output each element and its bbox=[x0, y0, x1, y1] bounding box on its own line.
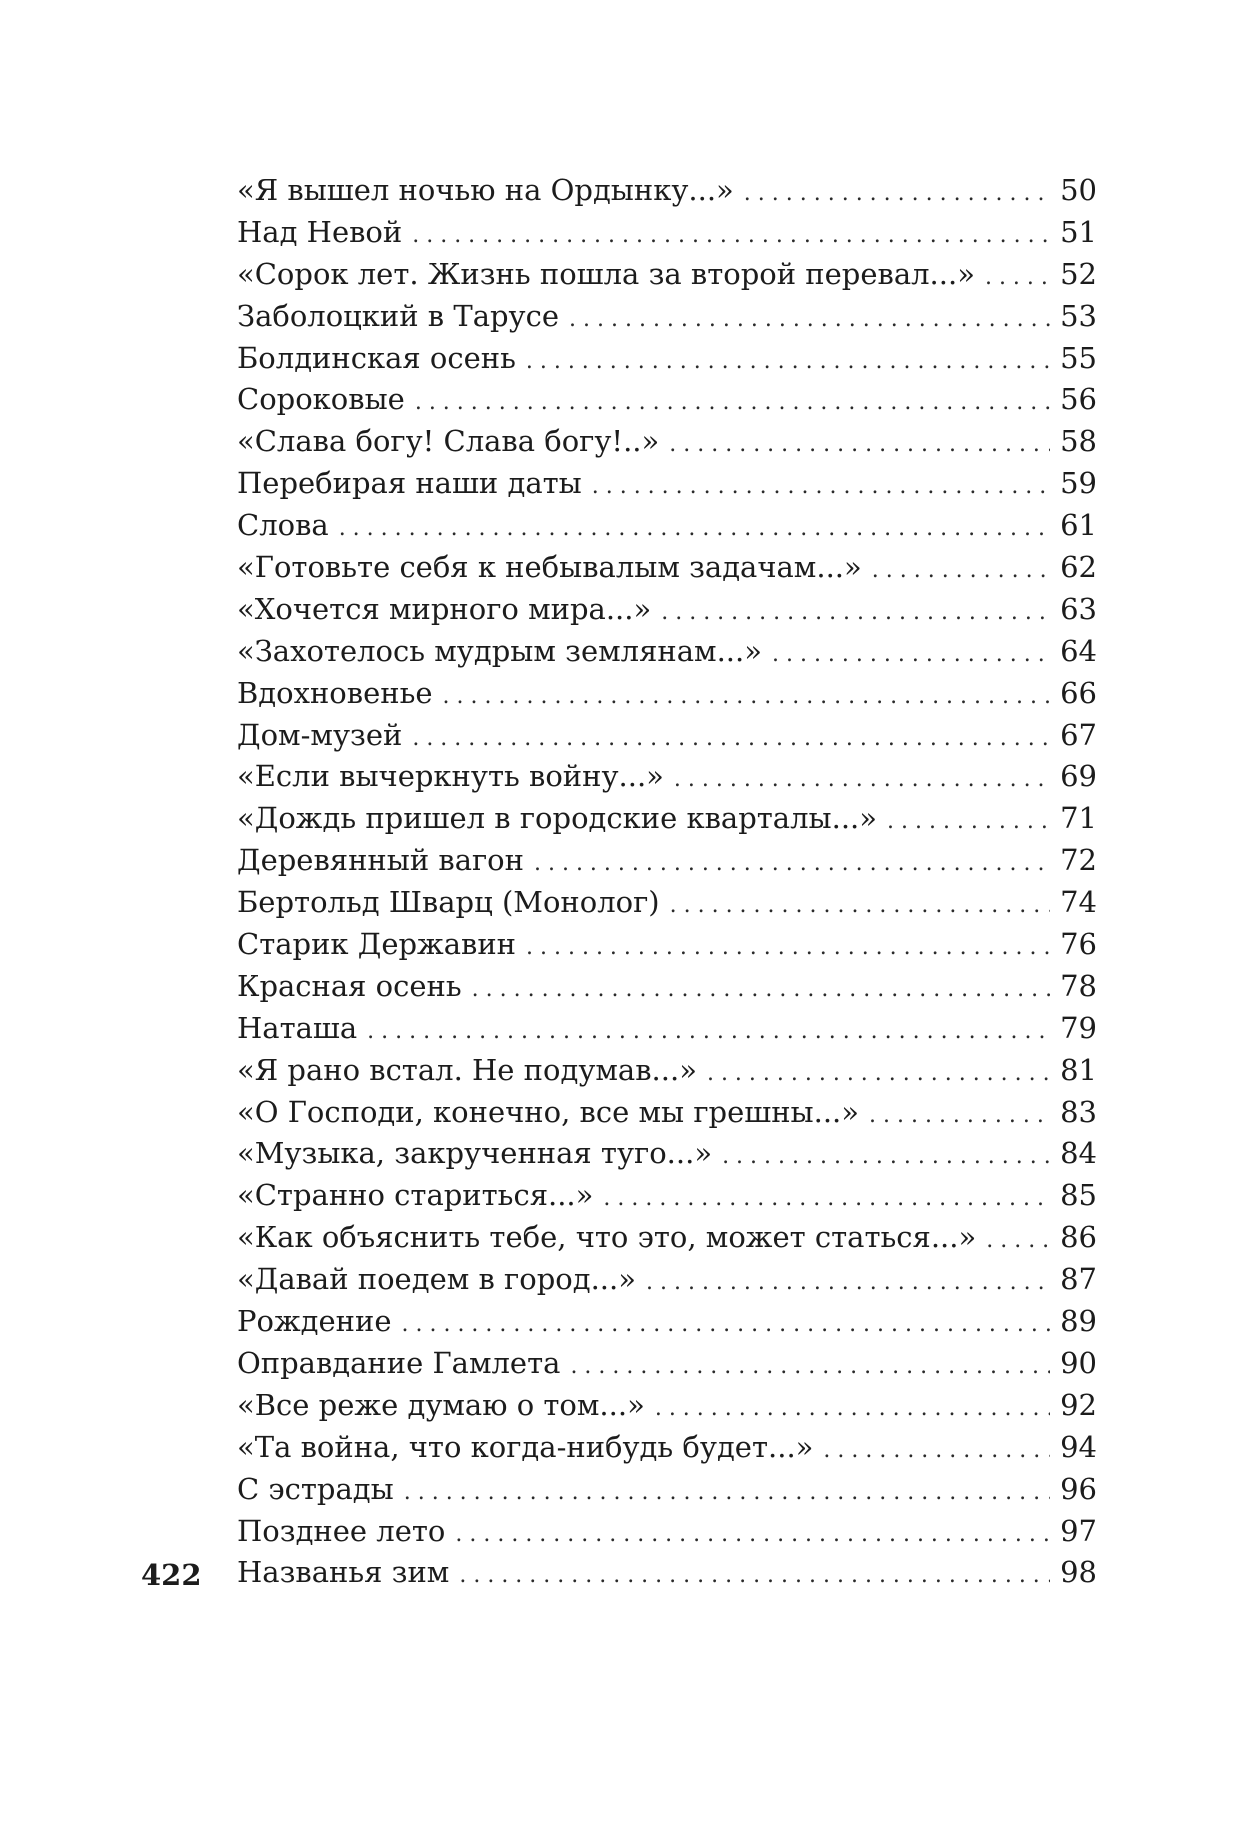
toc-entry-page: 94 bbox=[1060, 1429, 1097, 1464]
toc-entry-title: Над Невой bbox=[237, 214, 403, 249]
toc-entry-page: 66 bbox=[1060, 675, 1097, 710]
toc-entry-page: 85 bbox=[1060, 1178, 1097, 1213]
toc-entry-page: 87 bbox=[1060, 1262, 1097, 1297]
dot-leader bbox=[443, 676, 1051, 718]
page-number: 422 bbox=[141, 1558, 202, 1592]
dot-leader bbox=[669, 424, 1050, 466]
toc-entry-page: 56 bbox=[1060, 382, 1097, 417]
toc-entry bbox=[237, 170, 1097, 212]
toc-entry bbox=[237, 966, 1097, 1008]
toc-entry-title: Позднее лето bbox=[237, 1513, 446, 1548]
toc-entry-page: 72 bbox=[1060, 843, 1097, 878]
toc-entry-page: 92 bbox=[1060, 1387, 1097, 1422]
toc-entry-title: Рождение bbox=[237, 1304, 392, 1339]
dot-leader bbox=[526, 341, 1050, 383]
toc-entry bbox=[237, 505, 1097, 547]
dot-leader bbox=[569, 299, 1050, 341]
toc-entry-page: 63 bbox=[1060, 591, 1097, 626]
toc-entry-page: 86 bbox=[1060, 1220, 1097, 1255]
toc-entry-page: 81 bbox=[1060, 1052, 1097, 1087]
toc-entry-title: «Готовьте себя к небывалым задачам...» bbox=[237, 550, 862, 585]
toc-entry-page: 98 bbox=[1060, 1555, 1097, 1590]
toc-entry bbox=[237, 882, 1097, 924]
toc-entry-title: «Та война, что когда-нибудь будет...» bbox=[237, 1429, 814, 1464]
toc-entry-title: «Дождь пришел в городские кварталы...» bbox=[237, 801, 877, 836]
toc-entry-page: 52 bbox=[1060, 256, 1097, 291]
toc-entry-page: 89 bbox=[1060, 1304, 1097, 1339]
toc-entry-page: 50 bbox=[1060, 173, 1097, 207]
toc-entry-title: «Я вышел ночью на Ордынку...» bbox=[237, 173, 734, 207]
dot-leader bbox=[402, 1304, 1051, 1346]
toc-entry-page: 97 bbox=[1060, 1513, 1097, 1548]
toc-entry bbox=[237, 715, 1097, 757]
dot-leader bbox=[670, 885, 1050, 927]
dot-leader bbox=[985, 257, 1050, 299]
toc-entry-title: Слова bbox=[237, 508, 329, 543]
dot-leader bbox=[603, 1178, 1050, 1220]
toc-entry bbox=[237, 463, 1097, 505]
toc-entry-title: Наташа bbox=[237, 1010, 358, 1045]
toc-entry bbox=[237, 1175, 1097, 1217]
toc-entry-title: Названья зим bbox=[237, 1555, 450, 1590]
toc-entry bbox=[237, 1092, 1097, 1134]
toc-entry bbox=[237, 296, 1097, 338]
dot-leader bbox=[367, 1011, 1050, 1053]
toc-entry-title: «Как объяснить тебе, что это, может статься...» bbox=[237, 1220, 977, 1255]
dot-leader bbox=[869, 1095, 1050, 1137]
toc-entry bbox=[237, 1050, 1097, 1092]
dot-leader bbox=[655, 1388, 1050, 1430]
toc-entry-page: 74 bbox=[1060, 885, 1097, 920]
toc-entry bbox=[237, 631, 1097, 673]
toc-entry bbox=[237, 673, 1097, 715]
toc-entry-title: Оправдание Гамлета bbox=[237, 1345, 561, 1380]
toc-entry-title: «Я рано встал. Не подумав...» bbox=[237, 1052, 697, 1087]
toc-entry-title: Заболоцкий в Тарусе bbox=[237, 298, 560, 333]
toc-entry bbox=[237, 756, 1097, 798]
toc-entry bbox=[237, 924, 1097, 966]
dot-leader bbox=[412, 215, 1050, 257]
toc-entry-page: 76 bbox=[1060, 927, 1097, 962]
toc-entry bbox=[237, 1511, 1097, 1553]
toc-entry-page: 83 bbox=[1060, 1094, 1097, 1129]
toc-entry bbox=[237, 1301, 1097, 1343]
toc-entry-title: «Музыка, закрученная туго...» bbox=[237, 1136, 713, 1171]
toc-entry-page: 53 bbox=[1060, 298, 1097, 333]
dot-leader bbox=[455, 1514, 1050, 1556]
toc-entry bbox=[237, 1008, 1097, 1050]
toc-entry-title: «Хочется мирного мира...» bbox=[237, 591, 652, 626]
toc-entry bbox=[237, 254, 1097, 296]
toc-entry-title: Бертольд Шварц (Монолог) bbox=[237, 885, 660, 920]
toc-entry bbox=[237, 1343, 1097, 1385]
toc-entry-page: 78 bbox=[1060, 968, 1097, 1003]
toc-entry-title: Дом-музей bbox=[237, 717, 403, 752]
dot-leader bbox=[707, 1053, 1050, 1095]
toc-entry-title: Сороковые bbox=[237, 382, 405, 417]
dot-leader bbox=[570, 1346, 1050, 1388]
toc-entry-title: «Давай поедем в город...» bbox=[237, 1262, 636, 1297]
toc-entry-title: Красная осень bbox=[237, 968, 462, 1003]
toc-entry-page: 96 bbox=[1060, 1471, 1097, 1506]
toc-entry bbox=[237, 1259, 1097, 1301]
toc-entry bbox=[237, 547, 1097, 589]
dot-leader bbox=[722, 1136, 1050, 1178]
toc-entry-title: «Сорок лет. Жизнь пошла за второй перевал...» bbox=[237, 256, 975, 291]
toc-entry bbox=[237, 1217, 1097, 1259]
toc-entry-page: 67 bbox=[1060, 717, 1097, 752]
table-of-contents bbox=[237, 170, 1097, 1594]
dot-leader bbox=[986, 1220, 1050, 1262]
toc-entry bbox=[237, 212, 1097, 254]
toc-entry bbox=[237, 338, 1097, 380]
toc-entry-title: «Странно стариться...» bbox=[237, 1178, 594, 1213]
dot-leader bbox=[872, 550, 1050, 592]
toc-entry-page: 62 bbox=[1060, 550, 1097, 585]
toc-entry bbox=[237, 379, 1097, 421]
dot-leader bbox=[339, 508, 1050, 550]
toc-entry-page: 64 bbox=[1060, 633, 1097, 668]
dot-leader bbox=[661, 592, 1050, 634]
dot-leader bbox=[534, 843, 1050, 885]
toc-entry bbox=[237, 1385, 1097, 1427]
dot-leader bbox=[772, 634, 1050, 676]
dot-leader bbox=[526, 927, 1050, 969]
dot-leader bbox=[887, 801, 1050, 843]
toc-entry bbox=[237, 1552, 1097, 1594]
toc-entry-title: Деревянный вагон bbox=[237, 843, 524, 878]
toc-entry bbox=[237, 421, 1097, 463]
dot-leader bbox=[646, 1262, 1050, 1304]
toc-entry-title: «Слава богу! Слава богу!..» bbox=[237, 424, 660, 459]
toc-entry-title: Перебирая наши даты bbox=[237, 466, 582, 501]
toc-entry-page: 58 bbox=[1060, 424, 1097, 459]
toc-entry-title: С эстрады bbox=[237, 1471, 394, 1506]
toc-entry-title: «Если вычеркнуть войну...» bbox=[237, 759, 664, 794]
toc-entry-title: «Все реже думаю о том...» bbox=[237, 1387, 645, 1422]
toc-entry-title: «Захотелось мудрым землянам...» bbox=[237, 633, 762, 668]
toc-entry bbox=[237, 798, 1097, 840]
toc-entry-page: 55 bbox=[1060, 340, 1097, 375]
toc-entry bbox=[237, 1133, 1097, 1175]
dot-leader bbox=[415, 382, 1050, 424]
toc-entry bbox=[237, 589, 1097, 631]
toc-entry-title: «О Господи, конечно, все мы грешны...» bbox=[237, 1094, 860, 1129]
toc-entry-page: 61 bbox=[1060, 508, 1097, 543]
toc-entry-page: 84 bbox=[1060, 1136, 1097, 1171]
toc-entry-page: 59 bbox=[1060, 466, 1097, 501]
toc-entry-page: 51 bbox=[1060, 214, 1097, 249]
dot-leader bbox=[592, 466, 1050, 508]
dot-leader bbox=[459, 1555, 1050, 1597]
dot-leader bbox=[823, 1430, 1050, 1472]
toc-entry-title: Вдохновенье bbox=[237, 675, 433, 710]
toc-entry-page: 71 bbox=[1060, 801, 1097, 836]
dot-leader bbox=[412, 718, 1050, 760]
toc-entry bbox=[237, 1427, 1097, 1469]
dot-leader bbox=[404, 1472, 1050, 1514]
toc-entry-page: 90 bbox=[1060, 1345, 1097, 1380]
dot-leader bbox=[674, 759, 1050, 801]
toc-entry bbox=[237, 840, 1097, 882]
toc-entry-title: Старик Державин bbox=[237, 927, 517, 962]
dot-leader bbox=[744, 173, 1050, 215]
toc-entry-page: 79 bbox=[1060, 1010, 1097, 1045]
dot-leader bbox=[472, 969, 1050, 1011]
toc-entry-page: 69 bbox=[1060, 759, 1097, 794]
toc-entry-title: Болдинская осень bbox=[237, 340, 516, 375]
toc-entry bbox=[237, 1469, 1097, 1511]
